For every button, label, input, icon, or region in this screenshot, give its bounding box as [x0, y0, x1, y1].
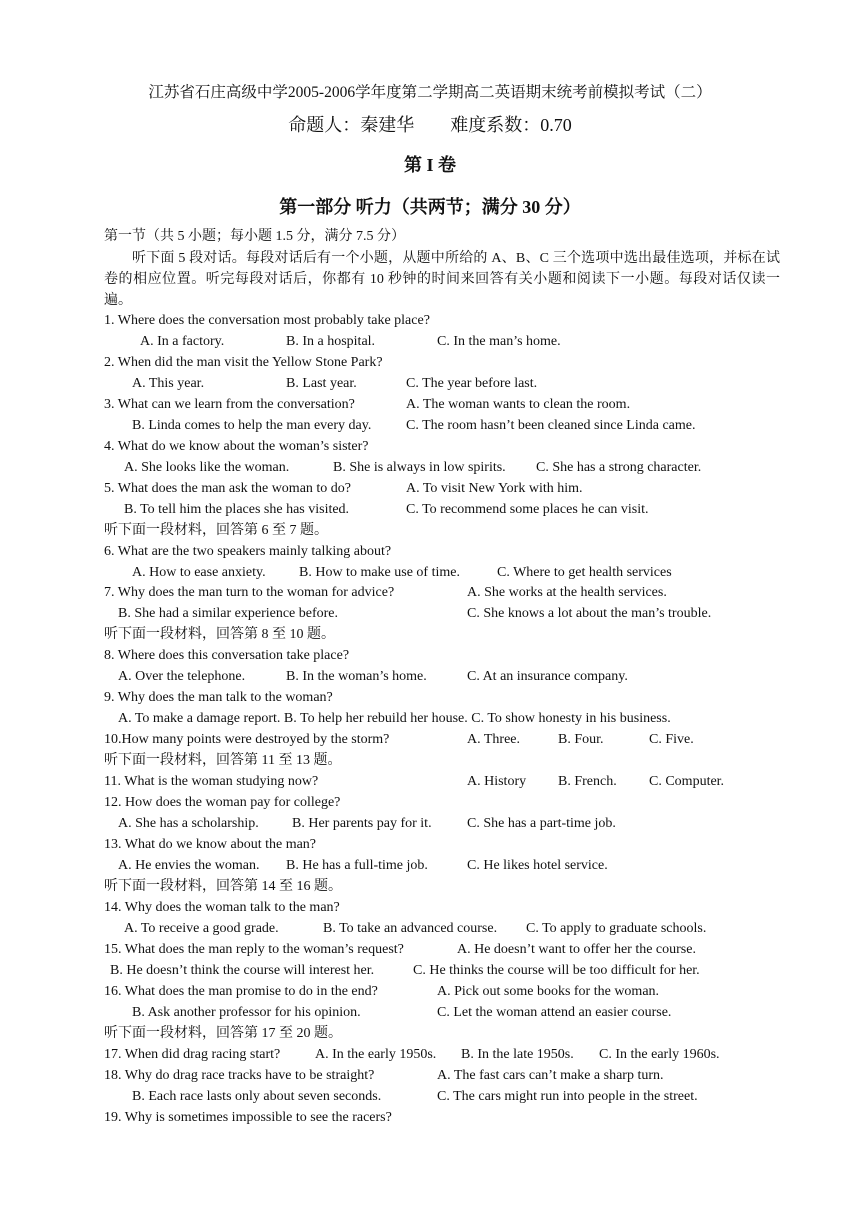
exam-title: 江苏省石庄高级中学2005-2006学年度第二学期高二英语期末统考前模拟考试（二） — [148, 84, 712, 101]
answer-option: A. She has a scholarship. — [118, 816, 259, 831]
question-stem: 12. How does the woman pay for college? — [104, 795, 341, 810]
question-stem: 14. Why does the woman talk to the man? — [104, 900, 340, 915]
listening-material-instruction: 听下面一段材料，回答第 8 至 10 题。 — [104, 627, 335, 642]
answer-option: B. To take an advanced course. — [323, 921, 498, 936]
answer-option: B. Her parents pay for it. — [292, 816, 432, 831]
answer-option: A. Over the telephone. — [118, 669, 246, 684]
answer-option: C. He likes hotel service. — [467, 858, 608, 873]
answer-option: C. Five. — [649, 732, 694, 747]
answer-option: B. Each race lasts only about seven seconds. — [132, 1089, 382, 1104]
answer-option: B. In the late 1950s. — [461, 1047, 574, 1062]
question-stem: 7. Why does the man turn to the woman for advice? — [104, 585, 395, 600]
answer-option: B. Linda comes to help the man every day. — [132, 418, 372, 433]
answer-option: A. To make a damage report. B. To help her rebuild her house. C. To show honesty in his business. — [118, 711, 671, 726]
answer-option: B. French. — [558, 774, 617, 789]
answer-option: C. The year before last. — [406, 376, 538, 391]
answer-option: B. Last year. — [286, 376, 357, 391]
question-stem: 16. What does the man promise to do in the end? — [104, 984, 378, 999]
question-stem: 1. Where does the conversation most probably take place? — [104, 313, 430, 328]
answer-option: B. To tell him the places she has visited. — [124, 502, 350, 517]
answer-option: A. How to ease anxiety. — [132, 565, 266, 580]
answer-option: C. She has a part-time job. — [467, 816, 616, 831]
answer-option: A. This year. — [132, 376, 205, 391]
answer-option: C. In the man’s home. — [437, 334, 561, 349]
answer-option: A. She works at the health services. — [467, 585, 667, 600]
answer-option: C. In the early 1960s. — [599, 1047, 720, 1062]
answer-option: A. She looks like the woman. — [124, 460, 290, 475]
listening-material-instruction: 听下面一段材料，回答第 11 至 13 题。 — [104, 753, 342, 768]
answer-option: A. The fast cars can’t make a sharp turn. — [437, 1068, 664, 1083]
part-heading: 第一部分 听力（共两节；满分 30 分） — [279, 197, 581, 217]
question-stem: 19. Why is sometimes impossible to see the racers? — [104, 1110, 392, 1125]
answer-option: C. The cars might run into people in the street. — [437, 1089, 698, 1104]
answer-option: A. Three. — [467, 732, 520, 747]
question-stem: 8. Where does this conversation take place? — [104, 648, 350, 663]
volume-heading: 第 I 卷 — [403, 155, 456, 175]
question-stem: 6. What are the two speakers mainly talking about? — [104, 544, 392, 559]
answer-option: B. He doesn’t think the course will interest her. — [110, 963, 375, 978]
question-stem: 2. When did the man visit the Yellow Stone Park? — [104, 355, 383, 370]
answer-option: B. Ask another professor for his opinion. — [132, 1005, 361, 1020]
answer-option: B. How to make use of time. — [299, 565, 460, 580]
listening-material-instruction: 听下面一段材料，回答第 14 至 16 题。 — [104, 879, 342, 894]
answer-option: C. Where to get health services — [497, 565, 672, 580]
section-instructions: 听下面 5 段对话。每段对话后有一个小题，从题中所给的 A、B、C 三个选项中选出最佳选项，并标在试卷的相应位置。听完每段对话后，你都有 10 秒钟的时间来回答有关小题和阅读下一小题。每段对话仅读一遍。 — [104, 251, 780, 308]
question-stem: 4. What do we know about the woman’s sister? — [104, 439, 369, 454]
answer-option: A. In the early 1950s. — [315, 1047, 437, 1062]
author-line: 命题人：秦建华 难度系数：0.70 — [288, 115, 572, 135]
answer-option: C. Computer. — [649, 774, 725, 789]
answer-option: C. To apply to graduate schools. — [526, 921, 707, 936]
listening-material-instruction: 听下面一段材料，回答第 17 至 20 题。 — [104, 1026, 342, 1041]
answer-option: C. At an insurance company. — [467, 669, 628, 684]
answer-option: A. The woman wants to clean the room. — [406, 397, 631, 412]
question-stem: 3. What can we learn from the conversation? — [104, 397, 355, 412]
question-stem: 9. Why does the man talk to the woman? — [104, 690, 333, 705]
answer-option: A. In a factory. — [140, 334, 225, 349]
question-stem: 10.How many points were destroyed by the storm? — [104, 732, 390, 747]
answer-option: B. He has a full-time job. — [286, 858, 428, 873]
answer-option: A. History — [467, 774, 527, 789]
question-stem: 17. When did drag racing start? — [104, 1047, 281, 1062]
answer-option: A. Pick out some books for the woman. — [437, 984, 660, 999]
answer-option: B. She is always in low spirits. — [333, 460, 506, 475]
answer-option: B. In a hospital. — [286, 334, 376, 349]
answer-option: A. To visit New York with him. — [406, 481, 583, 496]
answer-option: C. To recommend some places he can visit. — [406, 502, 649, 517]
question-stem: 15. What does the man reply to the woman’s request? — [104, 942, 404, 957]
question-stem: 13. What do we know about the man? — [104, 837, 317, 852]
section-heading: 第一节（共 5 小题；每小题 1.5 分，满分 7.5 分） — [104, 229, 405, 244]
question-stem: 5. What does the man ask the woman to do? — [104, 481, 352, 496]
answer-option: C. The room hasn’t been cleaned since Linda came. — [406, 418, 696, 433]
answer-option: A. To receive a good grade. — [124, 921, 279, 936]
answer-option: B. In the woman’s home. — [286, 669, 427, 684]
answer-option: A. He doesn’t want to offer her the course. — [457, 942, 696, 957]
answer-option: B. She had a similar experience before. — [118, 606, 339, 621]
answer-option: C. Let the woman attend an easier course. — [437, 1005, 672, 1020]
answer-option: A. He envies the woman. — [118, 858, 260, 873]
question-stem: 18. Why do drag race tracks have to be straight? — [104, 1068, 375, 1083]
listening-material-instruction: 听下面一段材料，回答第 6 至 7 题。 — [104, 523, 328, 538]
answer-option: C. He thinks the course will be too difficult for her. — [413, 963, 700, 978]
answer-option: C. She has a strong character. — [536, 460, 702, 475]
question-stem: 11. What is the woman studying now? — [104, 774, 319, 789]
answer-option: B. Four. — [558, 732, 604, 747]
answer-option: C. She knows a lot about the man’s trouble. — [467, 606, 712, 621]
